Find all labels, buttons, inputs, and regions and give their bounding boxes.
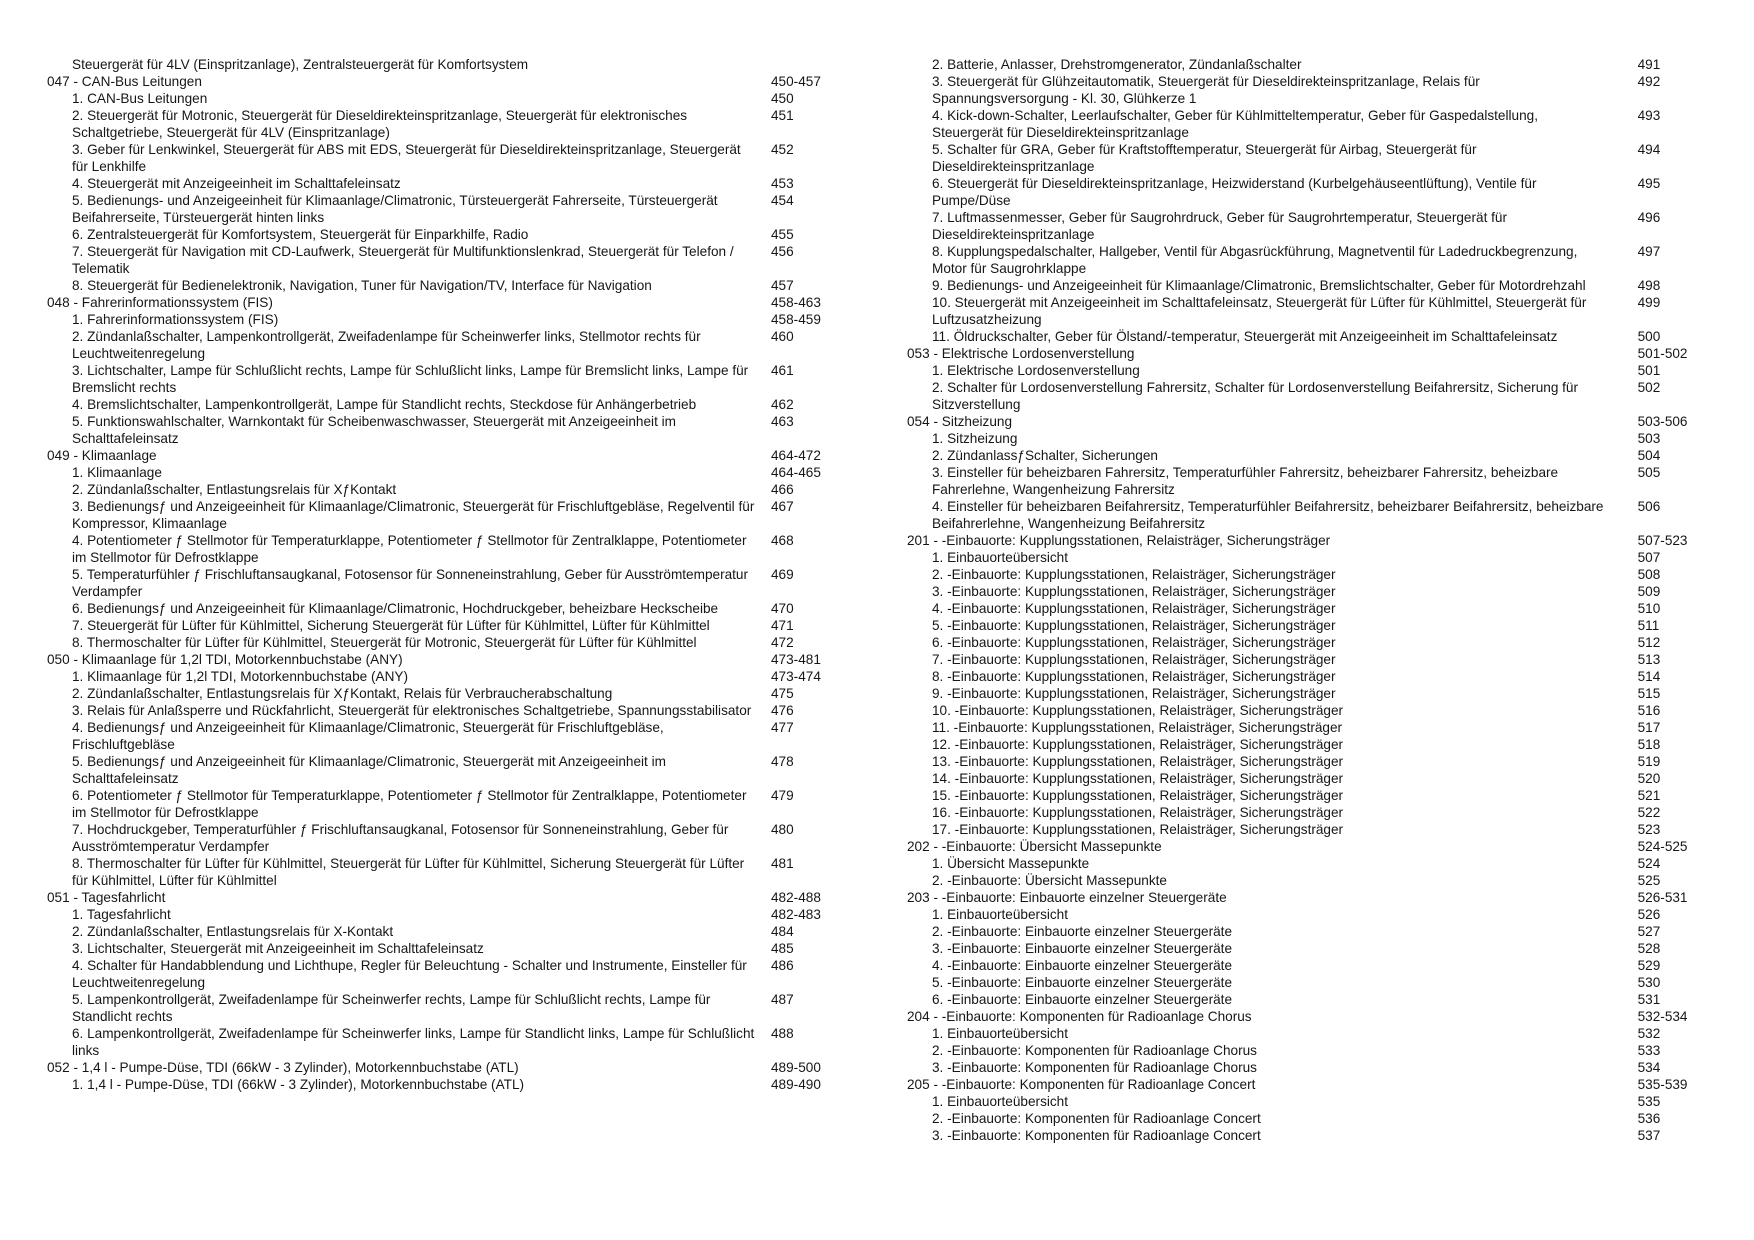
toc-entry-row — [907, 56, 1695, 73]
toc-entry-row — [47, 634, 835, 651]
entry-page-numbers: 535-539 — [1637, 1077, 1688, 1092]
entry-text: 3. -Einbauorte: Kupplungsstationen, Relaisträger, Sicherungsträger — [932, 584, 1336, 599]
entry-page-numbers: 482-488 — [771, 890, 821, 905]
toc-entry-row — [907, 566, 1695, 583]
toc-entry-row — [907, 362, 1695, 379]
entry-page-numbers: 478 — [771, 754, 794, 769]
toc-entry-row — [907, 634, 1695, 651]
entry-page-numbers: 460 — [771, 329, 794, 344]
entry-text: 4. Bedienungsƒ und Anzeigeeinheit für Klimaanlage/Climatronic, Steuergerät für Frischluftgebläse, Frischluftgebläse — [72, 720, 664, 752]
toc-entry-row — [47, 600, 835, 617]
entry-text: 7. Steuergerät für Navigation mit CD-Laufwerk, Steuergerät für Multifunktionslenkrad, Steuergerät für Telefon / Telematik — [72, 244, 734, 276]
entry-text: 3. -Einbauorte: Komponenten für Radioanlage Concert — [932, 1128, 1261, 1143]
entry-page-numbers: 505 — [1637, 465, 1661, 480]
entry-page-numbers: 532-534 — [1637, 1009, 1688, 1024]
toc-entry-row — [47, 311, 835, 328]
toc-entry-row — [907, 379, 1695, 413]
entry-text: 2. Batterie, Anlasser, Drehstromgenerator, Zündanlaßschalter — [932, 57, 1302, 72]
entry-text: 3. Relais für Anlaßsperre und Rückfahrlicht, Steuergerät für elektronisches Schaltgetriebe, Spannungsstabilisator — [72, 703, 752, 718]
toc-entry-row — [907, 243, 1695, 277]
toc-entry-row — [47, 1025, 835, 1059]
entry-text: 17. -Einbauorte: Kupplungsstationen, Relaisträger, Sicherungsträger — [932, 822, 1344, 837]
toc-entry-row — [47, 328, 835, 362]
entry-page-numbers: 533 — [1637, 1043, 1661, 1058]
toc-section-row — [47, 73, 835, 90]
toc-section-row — [907, 889, 1695, 906]
entry-page-numbers: 450-457 — [771, 74, 821, 89]
entry-text: 1. Klimaanlage für 1,2l TDI, Motorkennbuchstabe (ANY) — [72, 669, 408, 684]
entry-page-numbers: 452 — [771, 142, 794, 157]
entry-text: 1. CAN-Bus Leitungen — [72, 91, 208, 106]
toc-entry-row — [47, 991, 835, 1025]
entry-page-numbers: 495 — [1637, 176, 1661, 191]
entry-page-numbers: 451 — [771, 108, 794, 123]
toc-entry-row — [907, 141, 1695, 175]
entry-page-numbers: 470 — [771, 601, 794, 616]
entry-page-numbers: 471 — [771, 618, 794, 633]
entry-text: 4. Potentiometer ƒ Stellmotor für Temperaturklappe, Potentiometer ƒ Stellmotor für Zentralklappe, Potentiometer im Stellmotor für Defrostklappe — [72, 533, 747, 565]
entry-text: 8. Thermoschalter für Lüfter für Kühlmittel, Steuergerät für Motronic, Steuergerät für Lüfter für Kühlmittel — [72, 635, 697, 650]
entry-text: 2. Steuergerät für Motronic, Steuergerät für Dieseldirekteinspritzanlage, Steuergerät für elektronisches Schaltgetriebe, Steuergerät für 4LV (Einspritzanlage) — [72, 108, 688, 140]
entry-page-numbers: 512 — [1637, 635, 1661, 650]
entry-page-numbers: 463 — [771, 414, 794, 429]
entry-text: 4. Einsteller für beheizbaren Beifahrersitz, Temperaturfühler Beifahrersitz, beheizbarer Beifahrersitz, beheizbare Beifahrerlehne, Wangenheizung Beifahrersitz — [932, 499, 1604, 531]
entry-page-numbers: 534 — [1637, 1060, 1661, 1075]
entry-text: 3. -Einbauorte: Einbauorte einzelner Steuergeräte — [932, 941, 1233, 956]
entry-text: 1. Tagesfahrlicht — [72, 907, 171, 922]
entry-text: 10. -Einbauorte: Kupplungsstationen, Relaisträger, Sicherungsträger — [932, 703, 1344, 718]
entry-text: 14. -Einbauorte: Kupplungsstationen, Relaisträger, Sicherungsträger — [932, 771, 1344, 786]
entry-page-numbers: 499 — [1637, 295, 1661, 310]
entry-text: 5. Temperaturfühler ƒ Frischluftansaugkanal, Fotosensor für Sonneneinstrahlung, Geber für Ausströmtemperatur Verdampfer — [72, 567, 749, 599]
entry-page-numbers: 454 — [771, 193, 794, 208]
entry-page-numbers: 472 — [771, 635, 794, 650]
toc-entry-row — [907, 855, 1695, 872]
entry-page-numbers: 532 — [1637, 1026, 1661, 1041]
entry-page-numbers: 497 — [1637, 244, 1661, 259]
toc-entry-row — [907, 991, 1695, 1008]
entry-page-numbers: 493 — [1637, 108, 1661, 123]
toc-entry-row — [47, 821, 835, 855]
entry-text: 1. Einbauorteübersicht — [932, 907, 1069, 922]
entry-page-numbers: 488 — [771, 1026, 794, 1041]
entry-page-numbers: 526-531 — [1637, 890, 1688, 905]
entry-page-numbers: 517 — [1637, 720, 1661, 735]
toc-entry-row — [47, 243, 835, 277]
toc-entry-row — [907, 549, 1695, 566]
toc-entry-row — [907, 464, 1695, 498]
entry-page-numbers: 469 — [771, 567, 794, 582]
entry-page-numbers: 502 — [1637, 380, 1661, 395]
toc-entry-row — [907, 600, 1695, 617]
toc-entry-row — [907, 73, 1695, 107]
toc-entry-row — [47, 90, 835, 107]
entry-text: 2. -Einbauorte: Übersicht Massepunkte — [932, 873, 1167, 888]
toc-entry-row — [907, 974, 1695, 991]
entry-text: 3. Steuergerät für Glühzeitautomatik, Steuergerät für Dieseldirekteinspritzanlage, Relais für Spannungsversorgung - Kl. 30, Glühkerze 1 — [932, 74, 1480, 106]
entry-text: 2. Zündanlaßschalter, Entlastungsrelais für XƒKontakt — [72, 482, 397, 497]
entry-text: 7. Hochdruckgeber, Temperaturfühler ƒ Frischluftansaugkanal, Fotosensor für Sonneneinstrahlung, Geber für Ausströmtemperatur Verdampfer — [72, 822, 729, 854]
entry-page-numbers: 466 — [771, 482, 794, 497]
entry-text: 4. -Einbauorte: Kupplungsstationen, Relaisträger, Sicherungsträger — [932, 601, 1336, 616]
entry-text: 1. Einbauorteübersicht — [932, 550, 1069, 565]
entry-text: Steuergerät für 4LV (Einspritzanlage), Zentralsteuergerät für Komfortsystem — [72, 57, 529, 72]
entry-text: 3. Lichtschalter, Lampe für Schlußlicht rechts, Lampe für Schlußlicht links, Lampe für Bremslicht links, Lampe für Bremslicht rechts — [72, 363, 749, 395]
entry-text: 8. Steuergerät für Bedienelektronik, Navigation, Tuner für Navigation/TV, Interface für Navigation — [72, 278, 652, 293]
toc-entry-row — [907, 872, 1695, 889]
toc-entry-row — [907, 736, 1695, 753]
entry-text: 052 - 1,4 l - Pumpe-Düse, TDI (66kW - 3 Zylinder), Motorkennbuchstabe (ATL) — [47, 1060, 519, 1075]
entry-page-numbers: 464-472 — [771, 448, 821, 463]
toc-column-right — [907, 56, 1695, 1144]
toc-column-left — [47, 56, 835, 1144]
entry-text: 5. Lampenkontrollgerät, Zweifadenlampe für Scheinwerfer rechts, Lampe für Schlußlicht rechts, Lampe für Standlicht rechts — [72, 992, 711, 1024]
entry-page-numbers: 476 — [771, 703, 794, 718]
entry-page-numbers: 524 — [1637, 856, 1661, 871]
entry-page-numbers: 453 — [771, 176, 794, 191]
toc-entry-row — [907, 719, 1695, 736]
entry-text: 047 - CAN-Bus Leitungen — [47, 74, 202, 89]
entry-text: 2. Zündanlaßschalter, Entlastungsrelais für X-Kontakt — [72, 924, 394, 939]
toc-entry-row — [907, 498, 1695, 532]
entry-text: 2. -Einbauorte: Kupplungsstationen, Relaisträger, Sicherungsträger — [932, 567, 1336, 582]
toc-entry-row — [47, 923, 835, 940]
entry-page-numbers: 467 — [771, 499, 794, 514]
toc-entry-row — [907, 804, 1695, 821]
entry-page-numbers: 479 — [771, 788, 794, 803]
toc-section-row — [907, 1076, 1695, 1093]
entry-text: 6. Lampenkontrollgerät, Zweifadenlampe für Scheinwerfer links, Lampe für Standlicht links, Lampe für Schlußlicht links — [72, 1026, 755, 1058]
toc-entry-row — [907, 617, 1695, 634]
toc-entry-row — [907, 753, 1695, 770]
entry-text: 8. Thermoschalter für Lüfter für Kühlmittel, Steuergerät für Lüfter für Kühlmittel, Sicherung Steuergerät für Lüfter für Kühlmittel, Lüfter für Kühlmittel — [72, 856, 745, 888]
entry-page-numbers: 515 — [1637, 686, 1661, 701]
entry-page-numbers: 518 — [1637, 737, 1661, 752]
entry-text: 16. -Einbauorte: Kupplungsstationen, Relaisträger, Sicherungsträger — [932, 805, 1344, 820]
entry-text: 050 - Klimaanlage für 1,2l TDI, Motorkennbuchstabe (ANY) — [47, 652, 403, 667]
entry-page-numbers: 501-502 — [1637, 346, 1688, 361]
entry-text: 2. -Einbauorte: Komponenten für Radioanlage Chorus — [932, 1043, 1257, 1058]
entry-text: 9. Bedienungs- und Anzeigeeinheit für Klimaanlage/Climatronic, Bremslichtschalter, Geber für Motordrehzahl — [932, 278, 1586, 293]
entry-page-numbers: 487 — [771, 992, 794, 1007]
toc-entry-row — [47, 702, 835, 719]
entry-page-numbers: 524-525 — [1637, 839, 1688, 854]
toc-section-row — [907, 532, 1695, 549]
entry-text: 8. -Einbauorte: Kupplungsstationen, Relaisträger, Sicherungsträger — [932, 669, 1336, 684]
entry-page-numbers: 464-465 — [771, 465, 821, 480]
toc-section-row — [47, 1059, 835, 1076]
toc-entry-row — [47, 464, 835, 481]
entry-text: 1. Fahrerinformationssystem (FIS) — [72, 312, 279, 327]
entry-page-numbers: 503 — [1637, 431, 1661, 446]
entry-text: 1. Elektrische Lordosenverstellung — [932, 363, 1140, 378]
entry-page-numbers: 456 — [771, 244, 794, 259]
entry-page-numbers: 481 — [771, 856, 794, 871]
entry-text: 6. Steuergerät für Dieseldirekteinspritzanlage, Heizwiderstand (Kurbelgehäuseentlüftung), Ventile für Pumpe/Düse — [932, 176, 1537, 208]
entry-page-numbers: 484 — [771, 924, 794, 939]
entry-text: 054 - Sitzheizung — [907, 414, 1013, 429]
toc-entry-row — [907, 685, 1695, 702]
entry-page-numbers: 535 — [1637, 1094, 1661, 1109]
entry-page-numbers: 536 — [1637, 1111, 1661, 1126]
toc-entry-row — [47, 668, 835, 685]
entry-text: 2. ZündanlassƒSchalter, Sicherungen — [932, 448, 1158, 463]
entry-text: 201 - -Einbauorte: Kupplungsstationen, Relaisträger, Sicherungsträger — [907, 533, 1331, 548]
entry-page-numbers: 473-481 — [771, 652, 821, 667]
toc-entry-row — [47, 362, 835, 396]
entry-text: 2. Zündanlaßschalter, Entlastungsrelais für XƒKontakt, Relais für Verbraucherabschaltung — [72, 686, 613, 701]
entry-page-numbers: 511 — [1637, 618, 1660, 633]
toc-entry-row — [47, 277, 835, 294]
toc-entry-row — [907, 787, 1695, 804]
entry-text: 5. -Einbauorte: Kupplungsstationen, Relaisträger, Sicherungsträger — [932, 618, 1336, 633]
toc-entry-row — [907, 668, 1695, 685]
entry-page-numbers: 501 — [1637, 363, 1661, 378]
entry-page-numbers: 477 — [771, 720, 794, 735]
entry-text: 1. 1,4 l - Pumpe-Düse, TDI (66kW - 3 Zylinder), Motorkennbuchstabe (ATL) — [72, 1077, 525, 1092]
entry-text: 4. Kick-down-Schalter, Leerlaufschalter, Geber für Kühlmitteltemperatur, Geber für Gaspedalstellung, Steuergerät für Dieseldirekteinspritzanlage — [932, 108, 1538, 140]
toc-entry-row — [47, 175, 835, 192]
toc-entry-row — [47, 1076, 835, 1093]
entry-page-numbers: 458-459 — [771, 312, 821, 327]
entry-text: 4. -Einbauorte: Einbauorte einzelner Steuergeräte — [932, 958, 1233, 973]
entry-page-numbers: 529 — [1637, 958, 1661, 973]
entry-text: 053 - Elektrische Lordosenverstellung — [907, 346, 1135, 361]
entry-text: 4. Steuergerät mit Anzeigeeinheit im Schalttafeleinsatz — [72, 176, 401, 191]
toc-entry-row — [907, 1110, 1695, 1127]
toc-page — [47, 56, 1695, 1144]
entry-page-numbers: 530 — [1637, 975, 1661, 990]
toc-entry-row — [47, 413, 835, 447]
entry-page-numbers: 506 — [1637, 499, 1661, 514]
toc-entry-row — [907, 651, 1695, 668]
entry-text: 1. Einbauorteübersicht — [932, 1026, 1069, 1041]
entry-text: 7. -Einbauorte: Kupplungsstationen, Relaisträger, Sicherungsträger — [932, 652, 1336, 667]
entry-text: 202 - -Einbauorte: Übersicht Massepunkte — [907, 839, 1162, 854]
toc-entry-row — [47, 226, 835, 243]
toc-entry-row — [47, 753, 835, 787]
toc-entry-row — [47, 396, 835, 413]
toc-entry-row — [907, 1059, 1695, 1076]
toc-entry-row — [47, 481, 835, 498]
toc-entry-row — [907, 430, 1695, 447]
entry-page-numbers: 468 — [771, 533, 794, 548]
entry-page-numbers: 507 — [1637, 550, 1661, 565]
entry-text: 3. Lichtschalter, Steuergerät mit Anzeigeeinheit im Schalttafeleinsatz — [72, 941, 484, 956]
entry-page-numbers: 531 — [1637, 992, 1661, 1007]
toc-entry-row — [47, 56, 835, 73]
entry-text: 1. Klimaanlage — [72, 465, 162, 480]
entry-text: 11. -Einbauorte: Kupplungsstationen, Relaisträger, Sicherungsträger — [932, 720, 1343, 735]
entry-page-numbers: 482-483 — [771, 907, 821, 922]
entry-page-numbers: 462 — [771, 397, 794, 412]
entry-page-numbers: 504 — [1637, 448, 1661, 463]
toc-entry-row — [907, 294, 1695, 328]
entry-page-numbers: 457 — [771, 278, 794, 293]
entry-text: 7. Luftmassenmesser, Geber für Saugrohrdruck, Geber für Saugrohrtemperatur, Steuergerät für Dieseldirekteinspritzanlage — [932, 210, 1507, 242]
toc-entry-row — [907, 209, 1695, 243]
entry-text: 1. Einbauorteübersicht — [932, 1094, 1069, 1109]
toc-entry-row — [47, 107, 835, 141]
entry-page-numbers: 492 — [1637, 74, 1661, 89]
toc-section-row — [47, 651, 835, 668]
toc-entry-row — [47, 957, 835, 991]
entry-page-numbers: 509 — [1637, 584, 1661, 599]
entry-page-numbers: 496 — [1637, 210, 1661, 225]
entry-page-numbers: 485 — [771, 941, 794, 956]
entry-text: 5. Bedienungs- und Anzeigeeinheit für Klimaanlage/Climatronic, Türsteuergerät Fahrerseite, Türsteuergerät Beifahrerseite, Türsteuergerät hinten links — [72, 193, 718, 225]
toc-entry-row — [47, 787, 835, 821]
entry-text: 10. Steuergerät mit Anzeigeeinheit im Schalttafeleinsatz, Steuergerät für Lüfter für Kühlmittel, Steuergerät für Luftzusatzheizung — [932, 295, 1587, 327]
entry-text: 203 - -Einbauorte: Einbauorte einzelner Steuergeräte — [907, 890, 1227, 905]
entry-page-numbers: 498 — [1637, 278, 1661, 293]
entry-page-numbers: 455 — [771, 227, 794, 242]
toc-section-row — [47, 447, 835, 464]
toc-entry-row — [47, 719, 835, 753]
entry-text: 2. -Einbauorte: Komponenten für Radioanlage Concert — [932, 1111, 1261, 1126]
entry-page-numbers: 526 — [1637, 907, 1661, 922]
entry-page-numbers: 491 — [1637, 57, 1661, 72]
entry-page-numbers: 523 — [1637, 822, 1661, 837]
entry-page-numbers: 503-506 — [1637, 414, 1688, 429]
toc-entry-row — [47, 532, 835, 566]
toc-entry-row — [907, 107, 1695, 141]
entry-page-numbers: 489-490 — [771, 1077, 821, 1092]
toc-entry-row — [47, 906, 835, 923]
toc-section-row — [907, 345, 1695, 362]
toc-entry-row — [47, 855, 835, 889]
entry-page-numbers: 475 — [771, 686, 794, 701]
entry-text: 204 - -Einbauorte: Komponenten für Radioanlage Chorus — [907, 1009, 1252, 1024]
entry-text: 15. -Einbauorte: Kupplungsstationen, Relaisträger, Sicherungsträger — [932, 788, 1344, 803]
entry-text: 3. Einsteller für beheizbaren Fahrersitz, Temperaturfühler Fahrersitz, beheizbarer Fahrersitz, beheizbare Fahrerlehne, Wangenheizung Fahrersitz — [932, 465, 1559, 497]
entry-page-numbers: 514 — [1637, 669, 1661, 684]
entry-text: 8. Kupplungspedalschalter, Hallgeber, Ventil für Abgasrückführung, Magnetventil für Ladedruckbegrenzung, Motor für Saugrohrklappe — [932, 244, 1578, 276]
entry-page-numbers: 519 — [1637, 754, 1661, 769]
entry-text: 1. Sitzheizung — [932, 431, 1018, 446]
entry-text: 3. Geber für Lenkwinkel, Steuergerät für ABS mit EDS, Steuergerät für Dieseldirekteinspritzanlage, Steuergerät für Lenkhilfe — [72, 142, 741, 174]
entry-text: 9. -Einbauorte: Kupplungsstationen, Relaisträger, Sicherungsträger — [932, 686, 1336, 701]
toc-entry-row — [907, 1093, 1695, 1110]
entry-text: 2. -Einbauorte: Einbauorte einzelner Steuergeräte — [932, 924, 1233, 939]
entry-page-numbers: 494 — [1637, 142, 1661, 157]
entry-page-numbers: 522 — [1637, 805, 1661, 820]
toc-entry-row — [907, 1042, 1695, 1059]
entry-page-numbers: 527 — [1637, 924, 1661, 939]
entry-page-numbers: 461 — [771, 363, 794, 378]
entry-page-numbers: 508 — [1637, 567, 1661, 582]
entry-page-numbers: 510 — [1637, 601, 1661, 616]
toc-entry-row — [907, 277, 1695, 294]
entry-text: 7. Steuergerät für Lüfter für Kühlmittel, Sicherung Steuergerät für Lüfter für Kühlmittel, Lüfter für Kühlmittel — [72, 618, 710, 633]
toc-section-row — [907, 1008, 1695, 1025]
entry-text: 6. Bedienungsƒ und Anzeigeeinheit für Klimaanlage/Climatronic, Hochdruckgeber, beheizbare Heckscheibe — [72, 601, 719, 616]
toc-entry-row — [47, 566, 835, 600]
entry-page-numbers: 473-474 — [771, 669, 821, 684]
entry-page-numbers: 500 — [1637, 329, 1661, 344]
entry-page-numbers: 525 — [1637, 873, 1661, 888]
toc-entry-row — [907, 957, 1695, 974]
entry-text: 051 - Tagesfahrlicht — [47, 890, 166, 905]
entry-page-numbers: 513 — [1637, 652, 1661, 667]
toc-entry-row — [907, 702, 1695, 719]
entry-text: 5. Funktionswahlschalter, Warnkontakt für Scheibenwaschwasser, Steuergerät mit Anzeigeeinheit im Schalttafeleinsatz — [72, 414, 676, 446]
entry-text: 5. -Einbauorte: Einbauorte einzelner Steuergeräte — [932, 975, 1233, 990]
entry-page-numbers: 486 — [771, 958, 794, 973]
toc-entry-row — [907, 447, 1695, 464]
toc-entry-row — [47, 617, 835, 634]
toc-section-row — [907, 413, 1695, 430]
entry-text: 048 - Fahrerinformationssystem (FIS) — [47, 295, 273, 310]
toc-entry-row — [907, 328, 1695, 345]
entry-text: 2. Zündanlaßschalter, Lampenkontrollgerät, Zweifadenlampe für Scheinwerfer links, Stellmotor rechts für Leuchtweitenregelung — [72, 329, 701, 361]
entry-text: 3. -Einbauorte: Komponenten für Radioanlage Chorus — [932, 1060, 1257, 1075]
entry-text: 6. Potentiometer ƒ Stellmotor für Temperaturklappe, Potentiometer ƒ Stellmotor für Zentralklappe, Potentiometer im Stellmotor für Defrostklappe — [72, 788, 747, 820]
entry-text: 049 - Klimaanlage — [47, 448, 157, 463]
toc-section-row — [47, 889, 835, 906]
toc-entry-row — [907, 583, 1695, 600]
entry-text: 13. -Einbauorte: Kupplungsstationen, Relaisträger, Sicherungsträger — [932, 754, 1344, 769]
entry-text: 4. Bremslichtschalter, Lampenkontrollgerät, Lampe für Standlicht rechts, Steckdose für Anhängerbetrieb — [72, 397, 697, 412]
entry-text: 1. Übersicht Massepunkte — [932, 856, 1090, 871]
entry-page-numbers: 516 — [1637, 703, 1661, 718]
toc-entry-row — [907, 1025, 1695, 1042]
toc-entry-row — [47, 141, 835, 175]
toc-entry-row — [47, 192, 835, 226]
entry-text: 3. Bedienungsƒ und Anzeigeeinheit für Klimaanlage/Climatronic, Steuergerät für Frischluftgebläse, Regelventil für Kompressor, Klimaanlage — [72, 499, 755, 531]
toc-entry-row — [907, 906, 1695, 923]
entry-page-numbers: 489-500 — [771, 1060, 821, 1075]
entry-page-numbers: 537 — [1637, 1128, 1661, 1143]
toc-entry-row — [907, 940, 1695, 957]
entry-page-numbers: 521 — [1637, 788, 1661, 803]
entry-text: 5. Schalter für GRA, Geber für Kraftstofftemperatur, Steuergerät für Airbag, Steuergerät für Dieseldirekteinspritzanlage — [932, 142, 1477, 174]
entry-text: 12. -Einbauorte: Kupplungsstationen, Relaisträger, Sicherungsträger — [932, 737, 1344, 752]
entry-page-numbers: 528 — [1637, 941, 1661, 956]
entry-text: 6. -Einbauorte: Kupplungsstationen, Relaisträger, Sicherungsträger — [932, 635, 1336, 650]
toc-entry-row — [907, 770, 1695, 787]
entry-text: 205 - -Einbauorte: Komponenten für Radioanlage Concert — [907, 1077, 1256, 1092]
entry-text: 5. Bedienungsƒ und Anzeigeeinheit für Klimaanlage/Climatronic, Steuergerät mit Anzeigeeinheit im Schalttafeleinsatz — [72, 754, 666, 786]
toc-entry-row — [47, 685, 835, 702]
toc-section-row — [907, 838, 1695, 855]
entry-text: 11. Öldruckschalter, Geber für Ölstand/-temperatur, Steuergerät mit Anzeigeeinheit im Schalttafeleinsatz — [932, 329, 1558, 344]
toc-entry-row — [47, 940, 835, 957]
entry-text: 6. -Einbauorte: Einbauorte einzelner Steuergeräte — [932, 992, 1233, 1007]
entry-page-numbers: 458-463 — [771, 295, 821, 310]
entry-text: 2. Schalter für Lordosenverstellung Fahrersitz, Schalter für Lordosenverstellung Beifahrersitz, Sicherung für Sitzverstellung — [932, 380, 1579, 412]
entry-text: 6. Zentralsteuergerät für Komfortsystem, Steuergerät für Einparkhilfe, Radio — [72, 227, 529, 242]
entry-page-numbers: 450 — [771, 91, 794, 106]
toc-section-row — [47, 294, 835, 311]
entry-page-numbers: 507-523 — [1637, 533, 1688, 548]
entry-page-numbers: 480 — [771, 822, 794, 837]
entry-page-numbers: 520 — [1637, 771, 1661, 786]
entry-text: 4. Schalter für Handabblendung und Lichthupe, Regler für Beleuchtung - Schalter und Instrumente, Einsteller für Leuchtweitenregelung — [72, 958, 747, 990]
toc-entry-row — [47, 498, 835, 532]
toc-entry-row — [907, 1127, 1695, 1144]
toc-entry-row — [907, 175, 1695, 209]
toc-entry-row — [907, 821, 1695, 838]
toc-entry-row — [907, 923, 1695, 940]
